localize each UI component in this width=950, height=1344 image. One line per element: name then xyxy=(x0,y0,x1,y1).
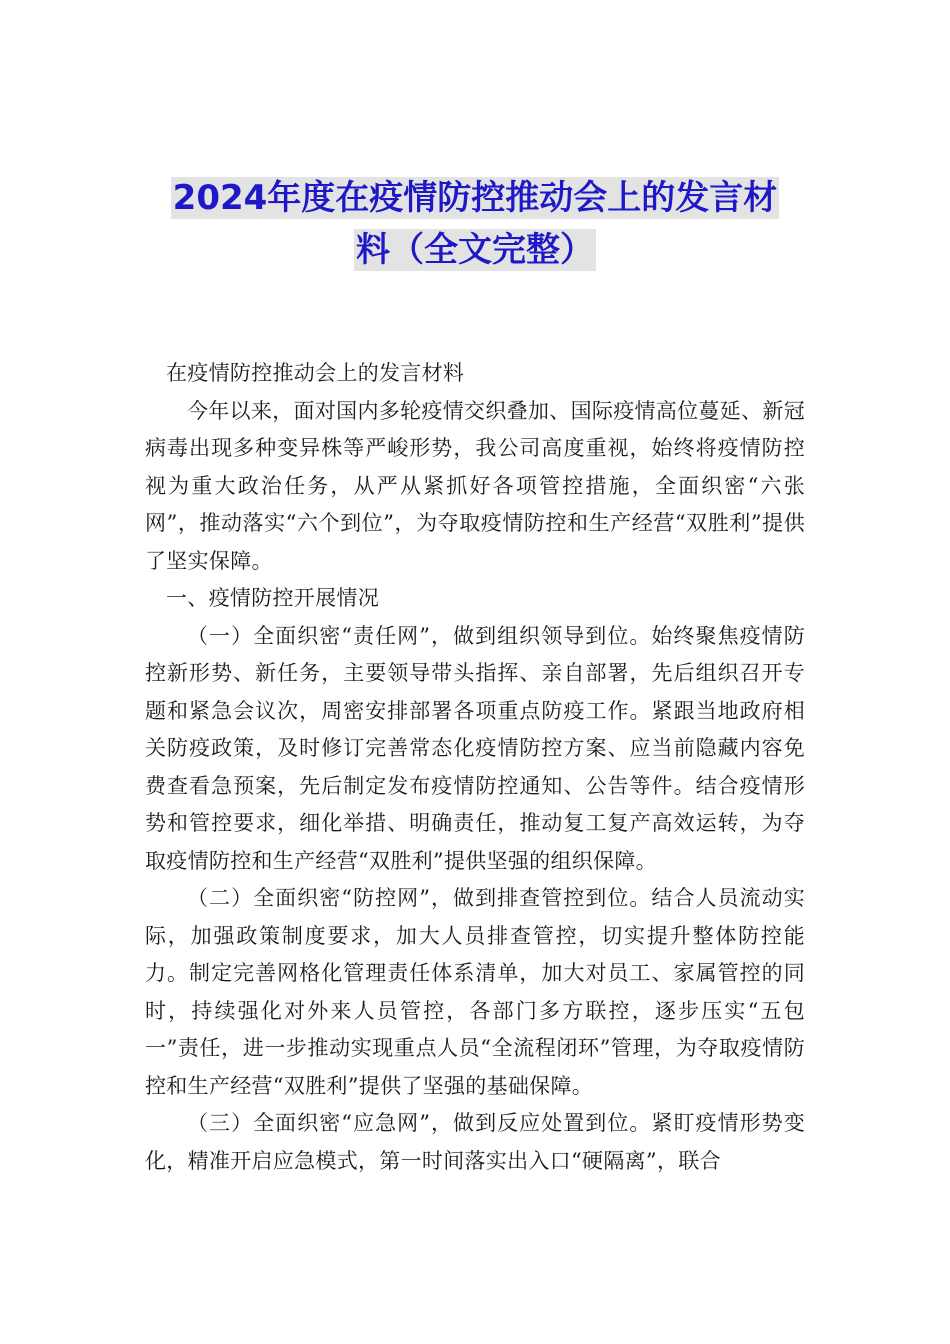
document-body xyxy=(145,355,805,1180)
paragraph-item-2: （二）全面织密“防控网”，做到排查管控到位。结合人员流动实际，加强政策制度要求，加大人员排查管控，切实提升整体防控能力。制定完善网格化管理责任体系清单，加大对员工、家属管控的同时，持续强化对外来人员管控，各部门多方联控，逐步压实“五包一”责任，进一步推动实现重点人员“全流程闭环”管理，为夺取疫情防控和生产经营“双胜利”提供了坚强的基础保障。 xyxy=(145,886,805,1098)
document-subtitle: 在疫情防控推动会上的发言材料 xyxy=(166,361,465,385)
section-heading: 一、疫情防控开展情况 xyxy=(166,586,379,610)
paragraph-item-3: （三）全面织密“应急网”，做到反应处置到位。紧盯疫情形势变化，精准开启应急模式，第一时间落实出入口“硬隔离”，联合 xyxy=(145,1111,805,1173)
title-line-2: 料（全文完整） xyxy=(356,230,594,270)
title-line-1: 2024年度在疫情防控推动会上的发言材 xyxy=(172,178,778,218)
document-title xyxy=(140,172,810,276)
paragraph-intro: 今年以来，面对国内多轮疫情交织叠加、国际疫情高位蔓延、新冠病毒出现多种变异株等严峻形势，我公司高度重视，始终将疫情防控视为重大政治任务，从严从紧抓好各项管控措施，全面织密“六张网”，推动落实“六个到位”，为夺取疫情防控和生产经营“双胜利”提供了坚实保障。 xyxy=(145,398,805,573)
paragraph-item-1: （一）全面织密“责任网”，做到组织领导到位。始终聚焦疫情防控新形势、新任务，主要领导带头指挥、亲自部署，先后组织召开专题和紧急会议次，周密安排部署各项重点防疫工作。紧跟当地政府相关防疫政策，及时修订完善常态化疫情防控方案、应当前隐藏内容免费查看急预案，先后制定发布疫情防控通知、公告等件。结合疫情形势和管控要求，细化举措、明确责任，推动复工复产高效运转，为夺取疫情防控和生产经营“双胜利”提供坚强的组织保障。 xyxy=(145,623,805,873)
